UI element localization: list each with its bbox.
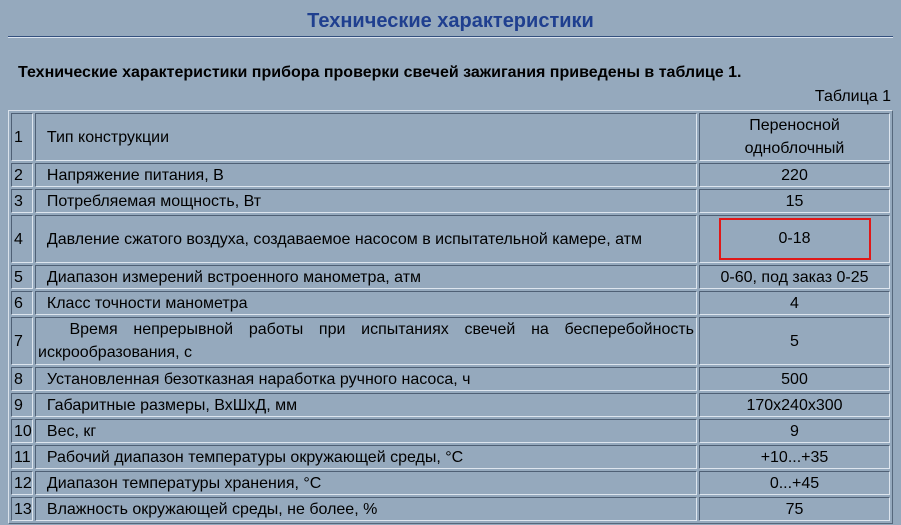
- row-label-text: Давление сжатого воздуха, создаваемое насосом в испытательной камере, атм: [46, 230, 642, 248]
- row-label: [35, 419, 697, 443]
- row-number: 11: [11, 445, 33, 469]
- row-label-text: Диапазон температуры хранения, °С: [46, 474, 322, 492]
- row-label-text: Потребляемая мощность, Вт: [46, 192, 262, 210]
- table-row: [11, 445, 890, 469]
- row-value: [699, 215, 890, 263]
- intro-text: Технические характеристики прибора проверки свечей зажигания приведены в таблице 1.: [18, 64, 742, 81]
- row-number: 13: [11, 497, 33, 521]
- row-label: [35, 215, 697, 263]
- row-label: [35, 497, 697, 521]
- row-number: 2: [11, 163, 33, 187]
- row-label-text: Габаритные размеры, ВхШхД, мм: [46, 396, 298, 414]
- table-caption: Таблица 1: [814, 88, 891, 105]
- table-row: [11, 163, 890, 187]
- row-value: Переносной одноблочный: [699, 113, 890, 161]
- row-label-text: Класс точности манометра: [46, 294, 248, 312]
- highlighted-value: 0-18: [719, 218, 871, 260]
- table-row: [11, 471, 890, 495]
- row-number: 9: [11, 393, 33, 417]
- row-value: +10...+35: [699, 445, 890, 469]
- table-row: [11, 317, 890, 365]
- row-label: [35, 367, 697, 391]
- table-row: [11, 419, 890, 443]
- row-number: 6: [11, 291, 33, 315]
- row-label-text: Время непрерывной работы при испытаниях свечей на бесперебойность искрообразования, с: [38, 321, 695, 361]
- row-label: [35, 317, 697, 365]
- row-value: 0...+45: [699, 471, 890, 495]
- row-value: 500: [699, 367, 890, 391]
- table-row: [11, 291, 890, 315]
- row-label: [35, 189, 697, 213]
- table-row: [11, 367, 890, 391]
- row-value: 75: [699, 497, 890, 521]
- row-label-text: Установленная безотказная наработка ручного насоса, ч: [46, 370, 471, 388]
- row-label: [35, 393, 697, 417]
- page-title: Технические характеристики: [307, 10, 594, 32]
- row-label-text: Диапазон измерений встроенного манометра, атм: [46, 268, 422, 286]
- row-value: 220: [699, 163, 890, 187]
- row-value: 5: [699, 317, 890, 365]
- row-label: [35, 265, 697, 289]
- row-label-text: Напряжение питания, В: [46, 166, 224, 184]
- row-label-text: Тип конструкции: [46, 128, 170, 146]
- row-number: 5: [11, 265, 33, 289]
- row-number: 10: [11, 419, 33, 443]
- row-label: [35, 163, 697, 187]
- row-number: 8: [11, 367, 33, 391]
- row-label: [35, 291, 697, 315]
- row-value: 170х240х300: [699, 393, 890, 417]
- table-row: [11, 113, 890, 161]
- row-label-text: Вес, кг: [46, 422, 97, 440]
- row-number: 7: [11, 317, 33, 365]
- row-number: 3: [11, 189, 33, 213]
- spec-table: [8, 110, 893, 524]
- row-label-text: Рабочий диапазон температуры окружающей среды, °С: [46, 448, 464, 466]
- row-value: 9: [699, 419, 890, 443]
- row-number: 12: [11, 471, 33, 495]
- row-label-text: Влажность окружающей среды, не более, %: [46, 500, 378, 518]
- table-row: [11, 497, 890, 521]
- row-label: [35, 445, 697, 469]
- row-label: [35, 113, 697, 161]
- table-row: [11, 215, 890, 263]
- title-divider: [8, 36, 893, 38]
- table-row: [11, 265, 890, 289]
- row-label: [35, 471, 697, 495]
- table-row: [11, 393, 890, 417]
- table-row: [11, 189, 890, 213]
- row-value: 0-60, под заказ 0-25: [699, 265, 890, 289]
- row-number: 4: [11, 215, 33, 263]
- row-number: 1: [11, 113, 33, 161]
- row-value: 15: [699, 189, 890, 213]
- row-value: 4: [699, 291, 890, 315]
